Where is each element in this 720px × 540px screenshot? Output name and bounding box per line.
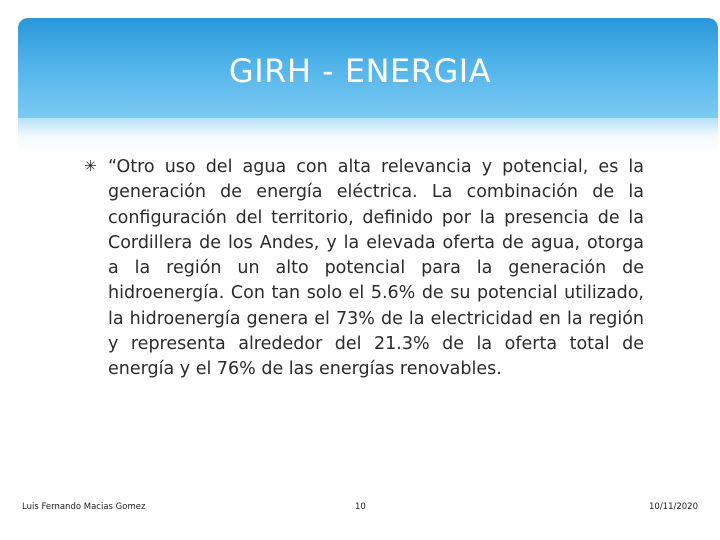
bullet-item xyxy=(84,155,644,383)
footer-page-number: 10 xyxy=(355,502,366,512)
footer-date: 10/11/2020 xyxy=(649,502,698,512)
bullet-text: “Otro uso del agua con alta relevancia y potencial, es la generación de energía eléctrica. La combinación de la configuración del territorio, definido por la presencia de la Cordillera de los Andes, y la elevada oferta de agua, otorga a la región un alto potencial para la generación de hidroenergía. Con tan solo el 5.6% de su potencial utilizado, la hidroenergía genera el 73% de la electricidad en la región y representa alrededor del 21.3% de la oferta total de energía y el 76% de las energías renovables. xyxy=(108,157,644,380)
slide-title: GIRH - ENERGIA xyxy=(228,52,492,90)
footer-author: Luis Fernando Macias Gomez xyxy=(22,502,146,512)
title-banner-fade xyxy=(18,118,718,154)
asterisk-bullet-icon: ✳ xyxy=(84,157,97,175)
